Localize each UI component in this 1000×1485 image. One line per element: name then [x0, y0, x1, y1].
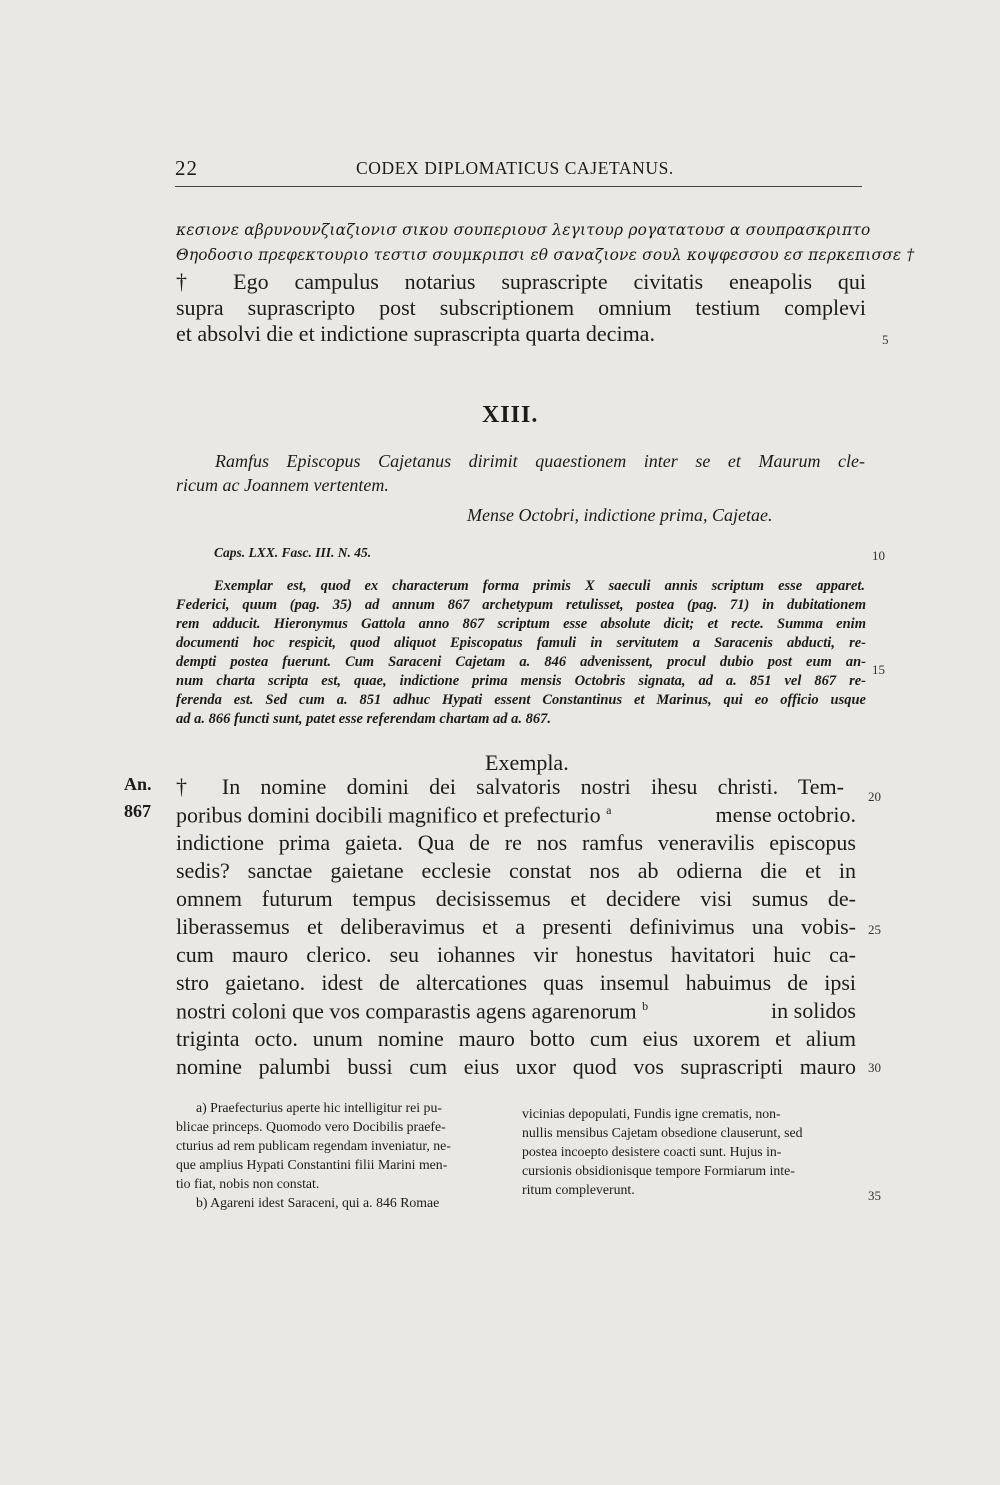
margin-year: 867 — [124, 801, 151, 821]
text-line: indictione prima gaieta. Qua de re nos ramfus veneravilis episcopus — [176, 830, 856, 855]
line-number: 25 — [868, 922, 881, 937]
text-line — [176, 1000, 856, 1022]
text-line: triginta octo. unum nomine mauro botto cum eius uxorem et alium — [176, 1026, 856, 1051]
commentary-line: documenti hoc respicit, quod aliquot Episcopatus famuli in servitutem a Saracenis abducti, re- — [176, 635, 866, 651]
line-number: 5 — [882, 332, 889, 347]
footnote-line: a) Praefecturius aperte hic intelligitur rei pu- — [196, 1100, 442, 1115]
text-line-part: in solidos — [771, 998, 856, 1023]
text-line: omnem futurum tempus decisissemus et decidere visi sumus de- — [176, 886, 856, 911]
text-line-part: poribus domini docibili magnifico et prefecturio — [176, 802, 601, 828]
text-line: sedis? sanctae gaietane ecclesie constat nos ab odierna die et in — [176, 858, 856, 883]
line-number: 10 — [872, 548, 885, 563]
text-line-part: mense octobrio. — [715, 802, 856, 827]
margin-year-label: An. — [124, 774, 152, 794]
footnote-line: cursionis obsidionisque tempore Formiarum inte- — [522, 1163, 795, 1178]
text-line: † In nomine domini dei salvatoris nostri ihesu christi. Tem- — [176, 774, 844, 799]
commentary-line: num charta scripta est, quae, indictione prima mensis Octobris signata, ad a. 851 vel 867 re- — [176, 673, 866, 689]
line-number: 20 — [868, 789, 881, 804]
date-line: Mense Octobri, indictione prima, Cajetae. — [467, 505, 773, 525]
greek-line: κεσιονε αβρυνουνζιαζιονισ σικου σουπεριουσ λεγιτουρ ρογατατουσ α σουπρασκριπτο — [176, 221, 871, 239]
footnote-line: tio fiat, nobis non constat. — [176, 1176, 320, 1191]
footnote-line: ritum compleverunt. — [522, 1182, 635, 1197]
commentary-line: ferenda est. Sed cum a. 851 adhuc Hypati essent Constantinus et Marinus, qui eo officio usque — [176, 692, 866, 708]
text-line: nomine palumbi bussi cum eius uxor quod vos suprascripti mauro — [176, 1054, 856, 1079]
footnote-line: que amplius Hypati Constantini filii Marini men- — [176, 1157, 448, 1172]
footnote-line: nullis mensibus Cajetam obsedione clauserunt, sed — [522, 1125, 803, 1140]
text-line — [176, 804, 856, 826]
line-number: 30 — [868, 1060, 881, 1075]
footnote-line: postea incoepto desistere coacti sunt. Hujus in- — [522, 1144, 782, 1159]
footnote-line: b) Agareni idest Saraceni, qui a. 846 Romae — [196, 1195, 440, 1210]
header-rule — [175, 186, 862, 187]
text-line: cum mauro clerico. seu iohannes vir honestus havitatori huic ca- — [176, 942, 856, 967]
line-number: 35 — [868, 1188, 881, 1203]
section-number: XIII. — [482, 402, 539, 428]
subscription-line: supra suprascripto post subscriptionem omnium testium complevi — [176, 295, 866, 320]
greek-line: Θηοδοσιο πρεφεκτουριο τεστισ σουμκριπσι εθ σαναζιονε σουλ κοψφεσσου εσ περκεπισσε † — [176, 246, 915, 264]
summary-line: ricum ac Joannem vertentem. — [176, 475, 389, 495]
exempla-heading: Exempla. — [485, 750, 569, 775]
running-title: CODEX DIPLOMATICUS CAJETANUS. — [356, 158, 674, 178]
archive-reference: Caps. LXX. Fasc. III. N. 45. — [214, 545, 372, 560]
commentary-line: Federici, quum (pag. 35) ad annum 867 archetypum retulisset, postea (pag. 71) in dubitationem — [176, 597, 866, 613]
subscription-line: et absolvi die et indictione suprascripta quarta decima. — [176, 321, 655, 346]
footnote-line: blicae princeps. Quomodo vero Docibilis praefe- — [176, 1119, 446, 1134]
footnote-line: vicinias depopulati, Fundis igne crematis, non- — [522, 1106, 781, 1121]
line-number: 15 — [872, 662, 885, 677]
text-line: liberassemus et deliberavimus et a presenti definivimus una vobis- — [176, 914, 856, 939]
text-line: stro gaietano. idest de altercationes quas insemul habuimus de ipsi — [176, 970, 856, 995]
text-line-part: nostri coloni que vos comparastis agens agarenorum — [176, 998, 637, 1024]
commentary-line: ad a. 866 functi sunt, patet esse referendam chartam ad a. 867. — [176, 711, 551, 727]
commentary-line: dempti postea fuerunt. Cum Saraceni Cajetam a. 846 advenissent, procul dubio post eum an- — [176, 654, 866, 670]
subscription-line: † Ego campulus notarius suprascripte civitatis eneapolis qui — [176, 269, 866, 294]
summary-line: Ramfus Episcopus Cajetanus dirimit quaestionem inter se et Maurum cle- — [215, 451, 865, 471]
commentary-line: rem adducit. Hieronymus Gattola anno 867 scriptum esse absolute dicit; et recte. Summa enim — [176, 616, 866, 632]
commentary-line: Exemplar est, quod ex characterum forma primis X saeculi annis scriptum esse apparet. — [214, 578, 865, 594]
footnote-marker: a — [606, 803, 612, 817]
footnote-marker: b — [642, 999, 649, 1013]
page-number: 22 — [175, 156, 198, 180]
footnote-line: cturius ad rem publicam regendam inveniatur, ne- — [176, 1138, 451, 1153]
